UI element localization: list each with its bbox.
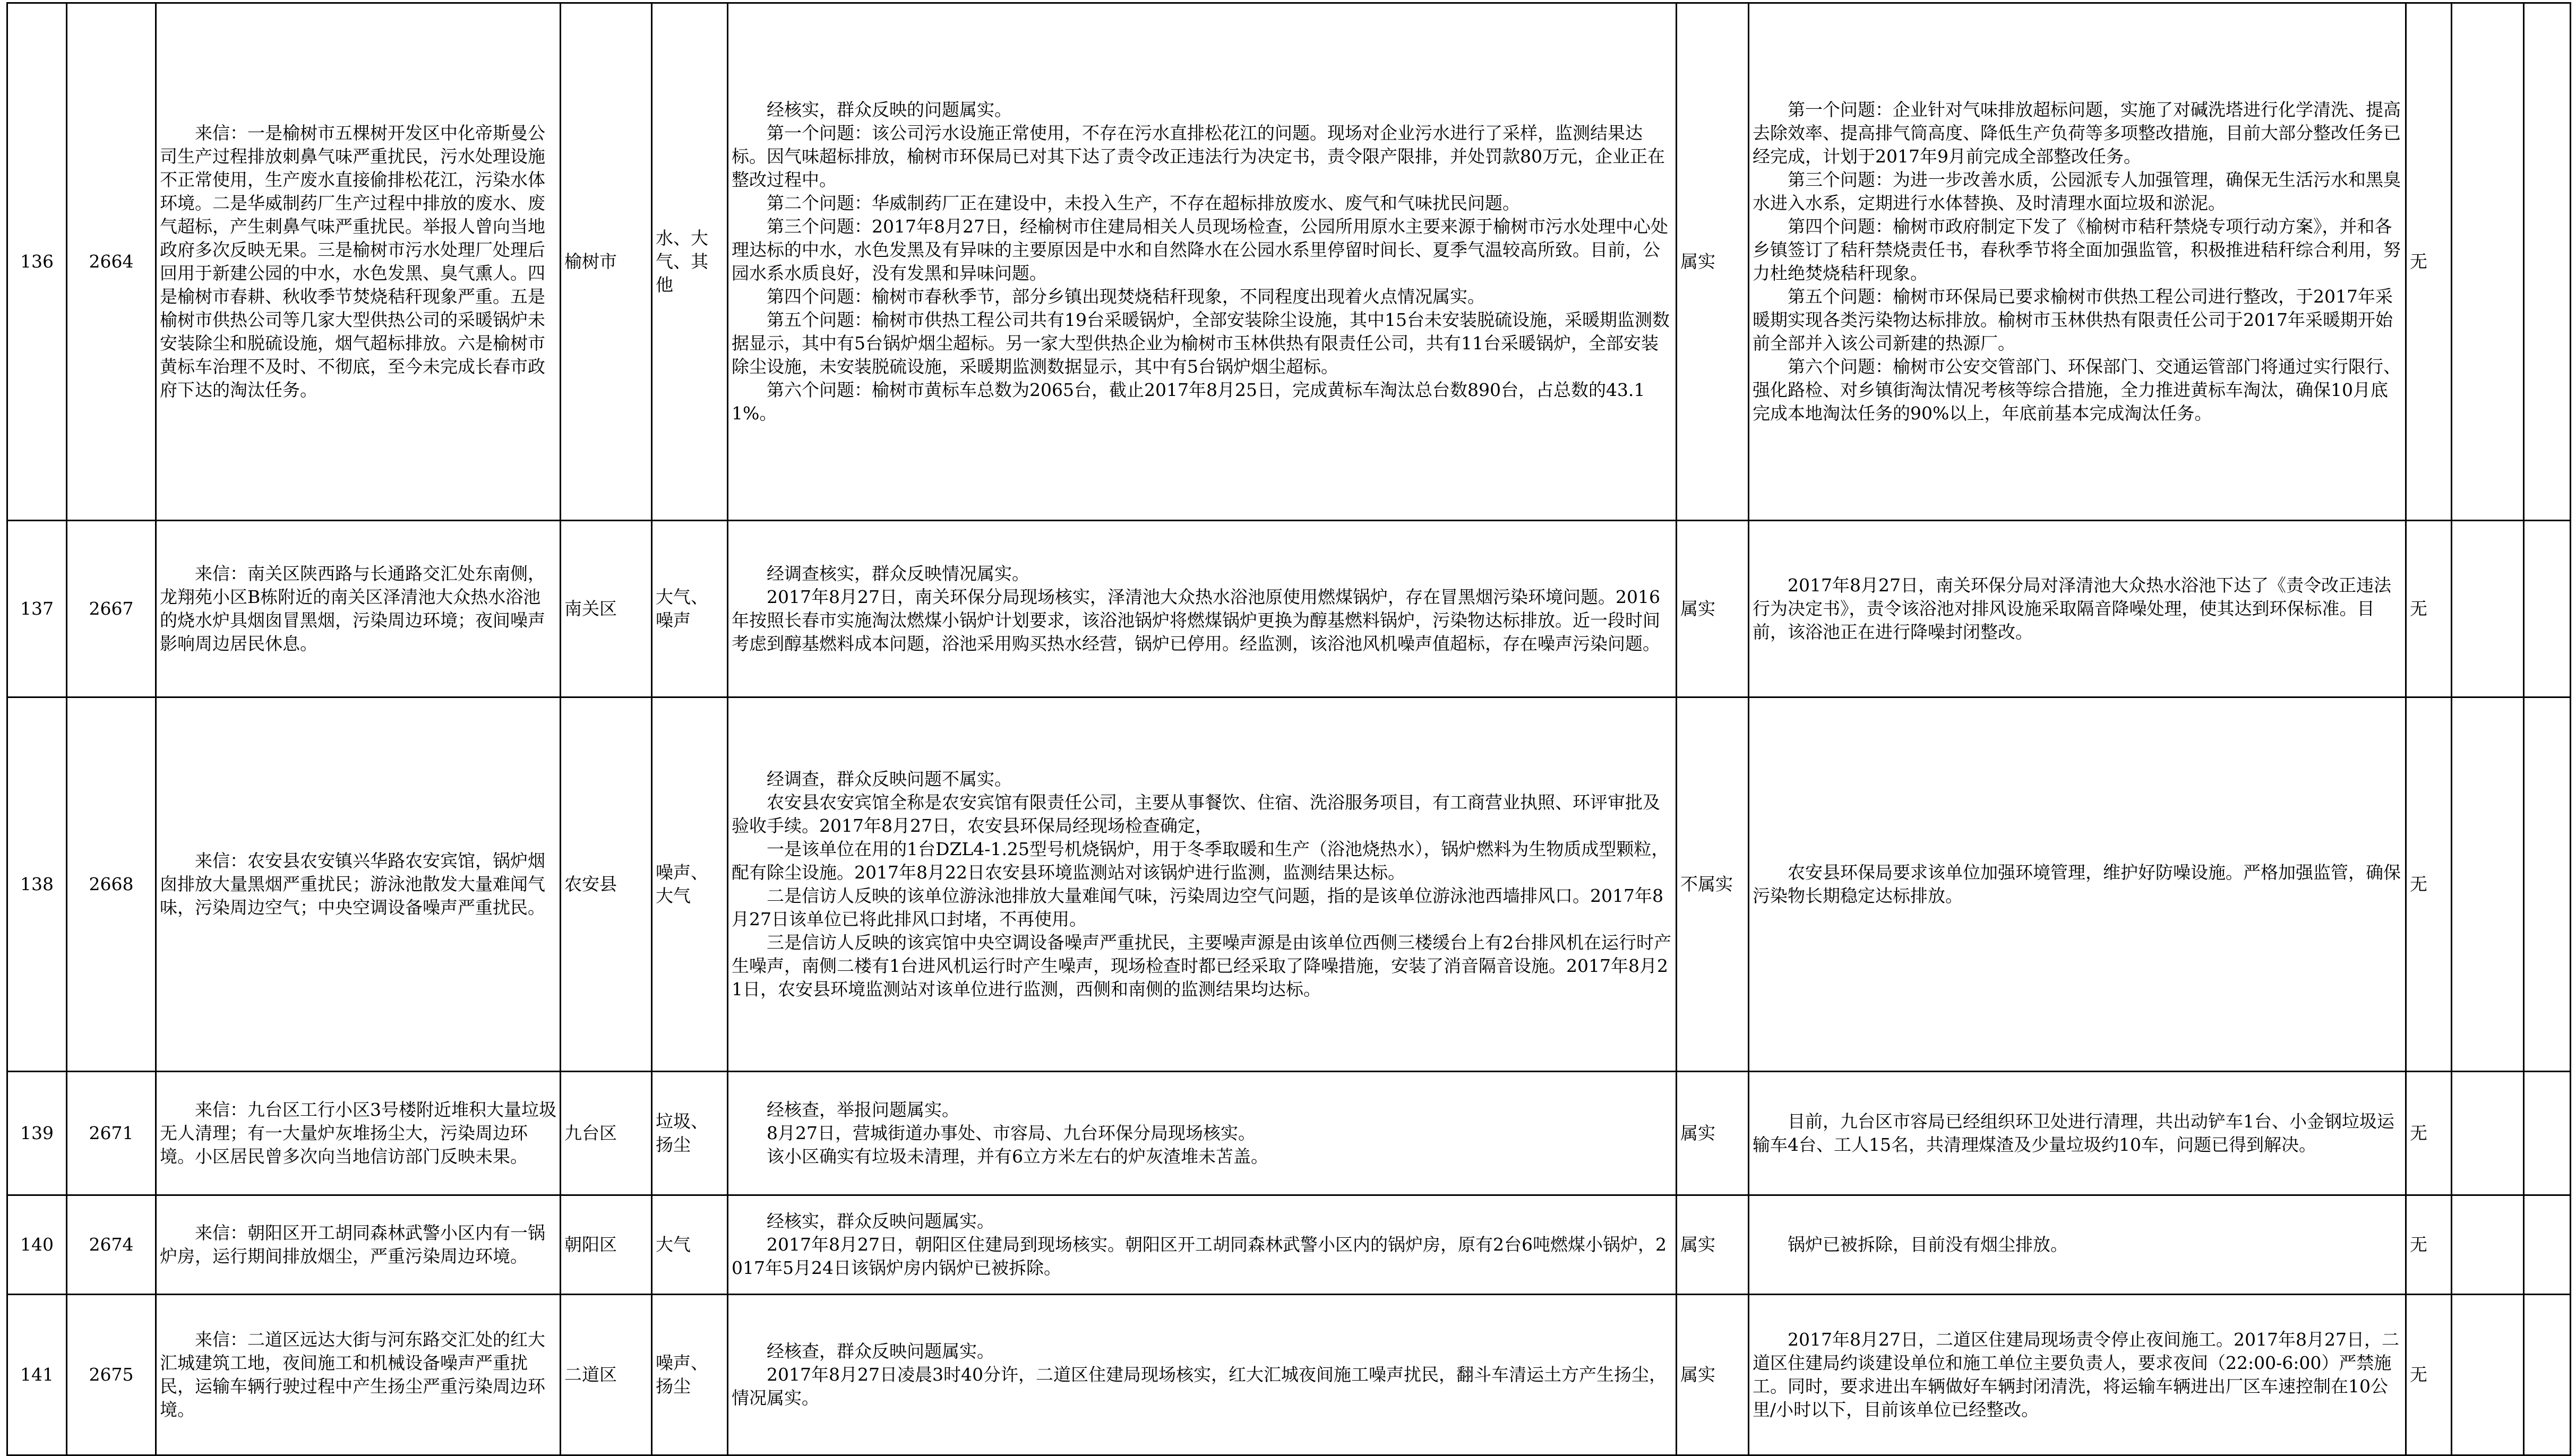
findings-cell xyxy=(728,3,1677,521)
findings-paragraph: 经调查，群众反映问题不属实。 xyxy=(767,769,1012,789)
findings-paragraph: 第六个问题：榆树市黄标车总数为2065台，截止2017年8月25日，完成黄标车淘汰总台数890台，占总数的43.11%。 xyxy=(732,380,1645,424)
rectification-paragraph: 目前，九台区市容局已经组织环卫处进行清理，共出动铲车1台、小金钢垃圾运输车4台、工人15名，共清理煤渣及少量垃圾约10车，问题已得到解决。 xyxy=(1753,1111,2394,1155)
accountability-cell: 无 xyxy=(2406,1072,2452,1195)
findings-cell xyxy=(728,697,1677,1072)
rectification-cell xyxy=(1749,3,2406,521)
pollution-type-cell: 噪声、扬尘 xyxy=(652,1295,728,1455)
verdict-cell: 属实 xyxy=(1677,1072,1749,1195)
verdict-cell: 属实 xyxy=(1677,3,1749,521)
empty-cell xyxy=(2452,521,2524,697)
findings-paragraph: 经核实，群众反映问题属实。 xyxy=(767,1211,994,1231)
rectification-paragraph: 第六个问题：榆树市公安交管部门、环保部门、交通运管部门将通过实行限行、强化路检、对乡镇街淘汰情况考核等综合措施，全力推进黄标车淘汰，确保10月底完成本地淘汰任务的90%以上，年底前基本完成淘汰任务。 xyxy=(1753,356,2401,424)
complaint-text: 来信：农安县农安镇兴华路农安宾馆，锅炉烟囱排放大量黑烟严重扰民；游泳池散发大量难闻气味，污染周边空气；中央空调设备噪声严重扰民。 xyxy=(160,850,545,918)
empty-cell xyxy=(2524,521,2571,697)
findings-paragraph: 农安县农安宾馆全称是农安宾馆有限责任公司，主要从事餐饮、住宿、洗浴服务项目，有工商营业执照、环评审批及验收手续。2017年8月27日，农安县环保局经现场检查确定， xyxy=(732,792,1660,836)
case-id-cell: 2671 xyxy=(67,1072,156,1195)
row-number-cell: 141 xyxy=(7,1295,67,1455)
findings-paragraph: 经调查核实，群众反映情况属实。 xyxy=(767,563,1029,584)
pollution-type-cell: 噪声、大气 xyxy=(652,697,728,1072)
rectification-cell xyxy=(1749,1072,2406,1195)
findings-paragraph: 第四个问题：榆树市春秋季节，部分乡镇出现焚烧秸秆现象，不同程度出现着火点情况属实。 xyxy=(767,286,1485,307)
district-cell: 榆树市 xyxy=(561,3,652,521)
table-row xyxy=(7,1195,2571,1295)
complaint-cell xyxy=(156,521,561,697)
verdict-cell: 不属实 xyxy=(1677,697,1749,1072)
verdict-cell: 属实 xyxy=(1677,1295,1749,1455)
case-id-cell: 2668 xyxy=(67,697,156,1072)
empty-cell xyxy=(2524,1295,2571,1455)
findings-paragraph: 经核实，群众反映的问题属实。 xyxy=(767,99,1012,120)
row-number-cell: 138 xyxy=(7,697,67,1072)
table-row xyxy=(7,521,2571,697)
findings-cell xyxy=(728,1072,1677,1195)
findings-cell xyxy=(728,1195,1677,1295)
case-id-cell: 2664 xyxy=(67,3,156,521)
complaint-cell xyxy=(156,1195,561,1295)
findings-paragraph: 该小区确实有垃圾未清理，并有6立方米左右的炉灰渣堆未苫盖。 xyxy=(767,1146,1268,1167)
case-id-cell: 2675 xyxy=(67,1295,156,1455)
district-cell: 九台区 xyxy=(561,1072,652,1195)
findings-paragraph: 三是信访人反映的该宾馆中央空调设备噪声严重扰民，主要噪声源是由该单位西侧三楼缓台上有2台排风机在运行时产生噪声，南侧二楼有1台进风机运行时产生噪声，现场检查时都已经采取了降噪措施，安装了消音隔音设施。2017年8月21日，农安县环境监测站对该单位进行监测，西侧和南侧的监测结果均达标。 xyxy=(732,932,1671,1000)
pollution-type-cell: 大气、噪声 xyxy=(652,521,728,697)
rectification-paragraph: 农安县环保局要求该单位加强环境管理，维护好防噪设施。严格加强监管，确保污染物长期稳定达标排放。 xyxy=(1753,862,2401,906)
district-cell: 农安县 xyxy=(561,697,652,1072)
findings-paragraph: 一是该单位在用的1台DZL4-1.25型号机烧锅炉，用于冬季取暖和生产（浴池烧热水），锅炉燃料为生物质成型颗粒，配有除尘设施。2017年8月22日农安县环境监测站对该锅炉进行监测，监测结果达标。 xyxy=(732,839,1669,883)
findings-paragraph: 8月27日，营城街道办事处、市容局、九台环保分局现场核实。 xyxy=(767,1123,1256,1143)
verdict-cell: 属实 xyxy=(1677,1195,1749,1295)
complaint-text: 来信：二道区远达大街与河东路交汇处的红大汇城建筑工地，夜间施工和机械设备噪声严重扰民，运输车辆行驶过程中产生扬尘严重污染周边环境。 xyxy=(160,1329,545,1420)
rectification-paragraph: 第四个问题：榆树市政府制定下发了《榆树市秸秆禁烧专项行动方案》，并和各乡镇签订了秸秆禁烧责任书，春秋季节将全面加强监管，积极推进秸秆综合利用，努力杜绝焚烧秸秆现象。 xyxy=(1753,216,2401,283)
empty-cell xyxy=(2452,1195,2524,1295)
pollution-type-cell: 垃圾、扬尘 xyxy=(652,1072,728,1195)
rectification-paragraph: 第五个问题：榆树市环保局已要求榆树市供热工程公司进行整改，于2017年采暖期实现各类污染物达标排放。榆树市玉林供热有限责任公司于2017年采暖期开始前全部并入该公司新建的热源厂。 xyxy=(1753,286,2393,354)
empty-cell xyxy=(2452,697,2524,1072)
rectification-cell xyxy=(1749,697,2406,1072)
accountability-cell: 无 xyxy=(2406,1295,2452,1455)
findings-paragraph: 经核查，举报问题属实。 xyxy=(767,1099,959,1120)
row-number-cell: 137 xyxy=(7,521,67,697)
empty-cell xyxy=(2452,3,2524,521)
empty-cell xyxy=(2452,1295,2524,1455)
complaint-text: 来信：一是榆树市五棵树开发区中化帝斯曼公司生产过程排放刺鼻气味严重扰民，污水处理设施不正常使用，生产废水直接偷排松花江，污染水体环境。二是华威制药厂生产过程中排放的废水、废气超标，产生刺鼻气味严重扰民。举报人曾向当地政府多次反映无果。三是榆树市污水处理厂处理后回用于新建公园的中水，水色发黑、臭气熏人。四是榆树市春耕、秋收季节焚烧秸秆现象严重。五是榆树市供热公司等几家大型供热公司的采暖锅炉未安装除尘和脱硫设施，烟气超标排放。六是榆树市黄标车治理不及时、不彻底，至今未完成长春市政府下达的淘汰任务。 xyxy=(160,123,545,400)
table-row xyxy=(7,697,2571,1072)
empty-cell xyxy=(2524,697,2571,1072)
rectification-paragraph: 2017年8月27日，南关环保分局对泽清池大众热水浴池下达了《责令改正违法行为决定书》，责令该浴池对排风设施采取隔音降噪处理，使其达到环保标准。目前，该浴池正在进行降噪封闭整改。 xyxy=(1753,575,2391,642)
rectification-paragraph: 锅炉已被拆除，目前没有烟尘排放。 xyxy=(1788,1234,2068,1255)
complaint-cell xyxy=(156,3,561,521)
complaint-cell xyxy=(156,1072,561,1195)
rectification-cell xyxy=(1749,1295,2406,1455)
rectification-paragraph: 第一个问题：企业针对气味排放超标问题，实施了对碱洗塔进行化学清洗、提高去除效率、提高排气筒高度、降低生产负荷等多项整改措施，目前大部分整改任务已经完成，计划于2017年9月前完成全部整改任务。 xyxy=(1753,99,2401,167)
empty-cell xyxy=(2524,1072,2571,1195)
rectification-paragraph: 第三个问题：为进一步改善水质，公园派专人加强管理，确保无生活污水和黑臭水进入水系，定期进行水体替换、及时清理水面垃圾和淤泥。 xyxy=(1753,169,2401,213)
findings-paragraph: 二是信访人反映的该单位游泳池排放大量难闻气味，污染周边空气问题，指的是该单位游泳池西墙排风口。2017年8月27日该单位已将此排风口封堵，不再使用。 xyxy=(732,885,1663,929)
findings-cell xyxy=(728,521,1677,697)
findings-paragraph: 2017年8月27日，南关环保分局现场核实，泽清池大众热水浴池原使用燃煤锅炉，存在冒黑烟污染环境问题。2016年按照长春市实施淘汰燃煤小锅炉计划要求，该浴池锅炉将燃煤锅炉更换为醇基燃料锅炉，污染物达标排放。近一段时间考虑到醇基燃料成本问题，浴池采用购买热水经营，锅炉已停用。经监测，该浴池风机噪声值超标，存在噪声污染问题。 xyxy=(732,587,1660,654)
row-number-cell: 139 xyxy=(7,1072,67,1195)
complaint-cell xyxy=(156,697,561,1072)
accountability-cell: 无 xyxy=(2406,521,2452,697)
table-body xyxy=(7,3,2571,1455)
table-row xyxy=(7,1295,2571,1455)
row-number-cell: 136 xyxy=(7,3,67,521)
district-cell: 二道区 xyxy=(561,1295,652,1455)
verdict-cell: 属实 xyxy=(1677,521,1749,697)
pollution-type-cell: 大气 xyxy=(652,1195,728,1295)
findings-paragraph: 第五个问题：榆树市供热工程公司共有19台采暖锅炉，全部安装除尘设施，其中15台未安装脱硫设施，采暖期监测数据显示，其中有5台锅炉烟尘超标。另一家大型供热企业为榆树市玉林供热有限责任公司，共有11台采暖锅炉，全部安装除尘设施，未安装脱硫设施，采暖期监测数据显示，其中有5台锅炉烟尘超标。 xyxy=(732,309,1670,377)
empty-cell xyxy=(2452,1072,2524,1195)
rectification-cell xyxy=(1749,521,2406,697)
complaint-cell xyxy=(156,1295,561,1455)
complaint-table xyxy=(6,2,2571,1456)
table-row xyxy=(7,1072,2571,1195)
findings-paragraph: 第三个问题：2017年8月27日，经榆树市住建局相关人员现场检查，公园所用原水主要来源于榆树市污水处理中心处理达标的中水，水色发黑及有异味的主要原因是中水和自然降水在公园水系里停留时间长、夏季气温较高所致。目前，公园水系水质良好，没有发黑和异味问题。 xyxy=(732,216,1668,283)
case-id-cell: 2674 xyxy=(67,1195,156,1295)
findings-paragraph: 2017年8月27日，朝阳区住建局到现场核实。朝阳区开工胡同森林武警小区内的锅炉房，原有2台6吨燃煤小锅炉，2017年5月24日该锅炉房内锅炉已被拆除。 xyxy=(732,1234,1667,1278)
case-id-cell: 2667 xyxy=(67,521,156,697)
district-cell: 朝阳区 xyxy=(561,1195,652,1295)
findings-paragraph: 第一个问题：该公司污水设施正常使用，不存在污水直排松花江的问题。现场对企业污水进行了采样，监测结果达标。因气味超标排放，榆树市环保局已对其下达了责令改正违法行为决定书，责令限产限排，并处罚款80万元，企业正在整改过程中。 xyxy=(732,123,1665,190)
accountability-cell: 无 xyxy=(2406,697,2452,1072)
pollution-type-cell: 水、大气、其他 xyxy=(652,3,728,521)
complaint-text: 来信：南关区陕西路与长通路交汇处东南侧，龙翔苑小区B栋附近的南关区泽清池大众热水浴池的烧水炉具烟囱冒黑烟，污染周边环境；夜间噪声影响周边居民休息。 xyxy=(160,563,545,654)
findings-paragraph: 经核查，群众反映问题属实。 xyxy=(767,1341,994,1362)
findings-paragraph: 第二个问题：华威制药厂正在建设中，未投入生产，不存在超标排放废水、废气和气味扰民问题。 xyxy=(767,193,1520,213)
findings-paragraph: 2017年8月27日凌晨3时40分许，二道区住建局现场核实，红大汇城夜间施工噪声扰民，翻斗车清运土方产生扬尘，情况属实。 xyxy=(732,1364,1667,1408)
rectification-cell xyxy=(1749,1195,2406,1295)
complaint-text: 来信：九台区工行小区3号楼附近堆积大量垃圾无人清理；有一大量炉灰堆扬尘大，污染周边环境。小区居民曾多次向当地信访部门反映未果。 xyxy=(160,1099,556,1167)
row-number-cell: 140 xyxy=(7,1195,67,1295)
empty-cell xyxy=(2524,1195,2571,1295)
accountability-cell: 无 xyxy=(2406,1195,2452,1295)
rectification-paragraph: 2017年8月27日，二道区住建局现场责令停止夜间施工。2017年8月27日，二道区住建局约谈建设单位和施工单位主要负责人，要求夜间（22:00-6:00）严禁施工。同时，要求进出车辆做好车辆封闭清洗，将运输车辆进出厂区车速控制在10公里/小时以下，目前该单位已经整改。 xyxy=(1753,1329,2399,1420)
district-cell: 南关区 xyxy=(561,521,652,697)
accountability-cell: 无 xyxy=(2406,3,2452,521)
table-row xyxy=(7,3,2571,521)
findings-cell xyxy=(728,1295,1677,1455)
complaint-text: 来信：朝阳区开工胡同森林武警小区内有一锅炉房，运行期间排放烟尘，严重污染周边环境。 xyxy=(160,1222,545,1267)
empty-cell xyxy=(2524,3,2571,521)
